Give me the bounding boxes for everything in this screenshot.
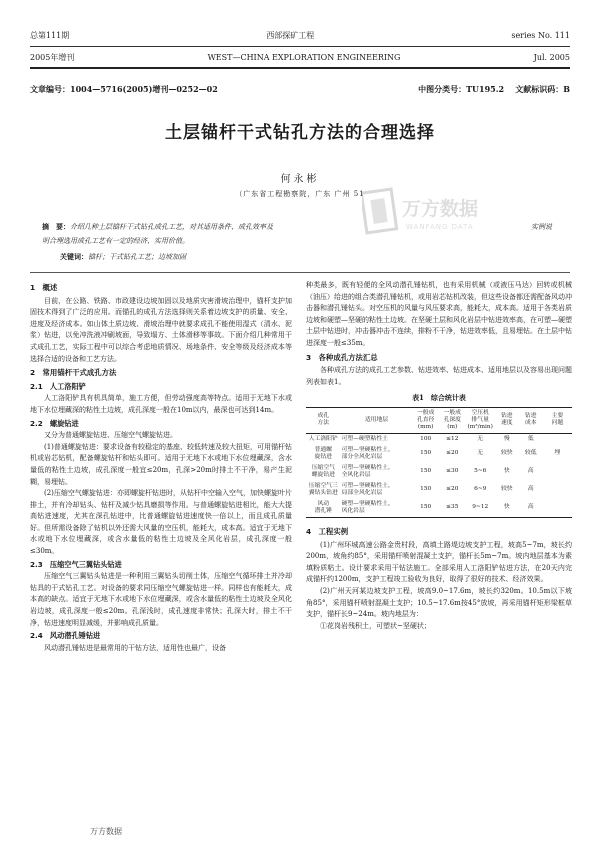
abstract-separator bbox=[30, 272, 570, 273]
journal-header bbox=[30, 30, 570, 41]
section-1-title: 1 概述 bbox=[30, 283, 58, 292]
table-title: 表1 综合统计表 bbox=[412, 393, 466, 403]
table-row bbox=[306, 499, 572, 518]
table-cell: ≤20 bbox=[446, 450, 459, 457]
paragraph: 各种成孔方法的成孔工艺参数、钻进效率、钻进成本、适用地层以及容易出现问题列表如表1。 bbox=[306, 366, 572, 386]
table-cell: 高 bbox=[519, 499, 543, 518]
table-row bbox=[306, 445, 572, 463]
table-cell: 高 bbox=[527, 468, 534, 475]
table-row bbox=[306, 481, 572, 499]
right-column bbox=[306, 280, 572, 632]
paragraph: 又分为普通螺旋钻进、压缩空气螺旋钻进。 bbox=[44, 431, 177, 440]
author-name: 何永彬 bbox=[280, 174, 320, 185]
table-cell: 6~9 bbox=[474, 486, 487, 493]
table-cell: 低 bbox=[527, 435, 534, 442]
section-2-title: 2 常用锚杆干式成孔方法 bbox=[30, 368, 117, 378]
paragraph: (1)普通螺旋钻进：要求设备有较稳定的基座、较低转速及较大扭矩，可用锚杆钻机或岩芯钻机，配备螺旋钻杆和钻头即可。适用于无地下水或地下水位埋藏深，含水量低的粘性土边坡，成孔深度一般宜≤20m，孔深>20m时排土不干净，易产生泥糊，易埋钻。 bbox=[30, 442, 292, 486]
table-cell: 慢 bbox=[503, 435, 510, 442]
document-code: 文献标识码：B bbox=[515, 84, 570, 94]
article-meta bbox=[30, 84, 570, 95]
table-header-cell: 钻进 速度 bbox=[495, 407, 519, 433]
section-2-2-title: 2.2 螺旋钻进 bbox=[30, 418, 79, 428]
abstract-text-right: 实例说 bbox=[531, 223, 552, 231]
article-number: 文章编号：1004—5716(2005)增刊—0252—02 bbox=[30, 84, 218, 94]
table-header-row bbox=[306, 407, 572, 433]
header-bottom-rule bbox=[30, 67, 570, 69]
table-cell: 可塑—坚硬粘性土， 局部全风化岩层 bbox=[341, 482, 394, 496]
table-cell: 压缩空气 螺旋钻进 bbox=[311, 464, 335, 478]
section-4-title: 4 工程实例 bbox=[306, 526, 349, 536]
table-cell: ≤12 bbox=[446, 435, 459, 442]
table-cell bbox=[543, 481, 572, 499]
header-divider bbox=[30, 46, 570, 47]
table-header-cell: 一般成 孔深度 (m) bbox=[439, 407, 466, 433]
paragraph: 目前，在公路、铁路、市政建设边坡加固以及地质灾害滑坡治理中，锚杆支护加固技术得到了广泛的应用。而锚孔的成孔方法选择则关系着边坡支护的质量、安全、进度及经济成本。如山体土质边坡、滑坡治理中就要求成孔不能使用湿式（清水、泥浆）钻进，以免冲洗液冲刷坡面，导致塌方、土体滑移等事故。下面介绍几种常用干式成孔工艺，实际工程中可以综合考虑地质情况、场地条件、安全等级及经济成本等选择合适的设备和工艺方法。 bbox=[30, 296, 292, 363]
paragraph: (2)压缩空气螺旋钻进：亦即螺旋杆钻进时，从钻杆中空输入空气，加快螺旋叶片排土，并有冷却钻头、钻杆及减少钻具磨损等作用。与普通螺旋钻进相比，能大大提高钻进速度，尤其在深孔钻进中，比普通螺旋钻进速度快一倍以上，而且成孔质量好。但所需设备除了钻机以外还需大风量的空压机，能耗大，成本高。适宜于无地下水或地下水位埋藏深，或含水量低的粘性土边坡及全风化岩层，成孔深度一般≤30m。 bbox=[30, 489, 292, 556]
table-cell: 风动 潜孔锤 bbox=[306, 499, 341, 518]
keywords bbox=[60, 252, 552, 262]
paragraph: 压缩空气三翼钻头钻进是一种利用三翼钻头切削土体，压缩空气循环排土并冷却钻具的干式钻孔工艺。对设备的要求同压缩空气螺旋钻进一样。同样也有能耗大，成本高的缺点。适宜于无地下水或地下水位埋藏深，或含水量低的粘性土边坡及全风化岩边坡，成孔深度一般≤20m。孔深浅时，成孔速度非常快；孔深大时，排土不干净，钻进速度明显减缓，并影响成孔质量。 bbox=[30, 572, 292, 627]
table-header-cell: 适用地层 bbox=[341, 407, 413, 433]
table-row bbox=[306, 463, 572, 481]
issue-number: 总第111期 bbox=[30, 31, 70, 40]
table-cell: 人工洛阳铲 bbox=[308, 435, 338, 442]
table-cell: 可塑—坚硬粘性土， 部分全风化岩层 bbox=[341, 446, 394, 460]
table-header-cell: 空压机 排气量 (m³/min) bbox=[466, 407, 495, 433]
paragraph: (2)广州天河某边坡支护工程，坡高9.0~17.6m，坡长约320m。10.5m以下坡角85°，采用锚杆喷射混凝土支护；10.5~17.6m按45°放坡，再采用锚杆矩形梁框草支护，锚杆长9~24m。坡内地层为： bbox=[306, 586, 572, 619]
summary-table bbox=[306, 407, 572, 518]
table-header-cell: 成孔 方法 bbox=[306, 407, 341, 433]
paragraph: 风动潜孔锤钻进是最常用的干钻方法，适用性也最广，设备 bbox=[44, 643, 226, 652]
abstract bbox=[42, 220, 552, 248]
table-cell: ≤30 bbox=[446, 468, 459, 475]
table-cell: ≤20 bbox=[446, 486, 459, 493]
table-cell: 快 bbox=[495, 499, 519, 518]
table-cell: 100 bbox=[420, 435, 432, 442]
table-header-cell: 一般成 孔直径 (mm) bbox=[412, 407, 439, 433]
issue-year: 2005年增刊 bbox=[30, 53, 75, 62]
table-cell: 较低 bbox=[524, 450, 537, 457]
abstract-text-line2: 明合理选用成孔工艺有一定的经济、实用价值。 bbox=[42, 237, 189, 245]
table-cell: 快 bbox=[503, 468, 510, 475]
section-2-1-title: 2.1 人工洛阳铲 bbox=[30, 381, 86, 391]
table-cell: 高 bbox=[527, 486, 534, 493]
table-cell bbox=[543, 433, 572, 445]
table-cell: 150 bbox=[420, 468, 432, 475]
section-2-4-title: 2.4 风动潜孔锤钻进 bbox=[30, 631, 101, 641]
watermark-text-en: WANFANG DATA bbox=[406, 223, 474, 231]
issue-date: Jul. 2005 bbox=[533, 53, 570, 62]
author-affiliation: （广东省工程勘察院，广东 广州 51 bbox=[235, 190, 365, 198]
section-3-title: 3 各种成孔方法汇总 bbox=[306, 352, 378, 362]
section-2-3-title: 2.3 压缩空气三翼钻头钻进 bbox=[30, 559, 122, 569]
table-cell: ≤35 bbox=[439, 499, 466, 518]
keywords-text: 锚杆；干式钻孔工艺；边坡加固 bbox=[88, 253, 186, 261]
table-cell: 普通螺 旋钻进 bbox=[314, 446, 332, 460]
journal-title-en: WEST—CHINA EXPLORATION ENGINEERING bbox=[207, 53, 401, 62]
paragraph: 人工洛阳铲具有机具简单，施工方便，但劳动强度高等特点。适用于无地下水或地下水位埋藏深的粘性土边坡，成孔深度一般在10m以内，最深也可达到14m。 bbox=[30, 394, 292, 414]
table-cell: 可塑—硬塑粘性土 bbox=[341, 435, 388, 442]
series-number: series No. 111 bbox=[511, 31, 570, 40]
journal-subheader bbox=[30, 52, 570, 63]
table-cell: 压缩空气三 翼钻头钻进 bbox=[308, 482, 338, 496]
table-cell: 150 bbox=[420, 450, 432, 457]
table-cell: 硬塑—坚硬粘性土， 风化岩层 bbox=[341, 499, 413, 518]
table-header-cell: 钻进 成本 bbox=[519, 407, 543, 433]
keywords-label: 关键词： bbox=[60, 252, 88, 261]
table-cell: 150 bbox=[420, 486, 432, 493]
left-column bbox=[30, 280, 292, 654]
table-cell: 埋 bbox=[554, 450, 561, 457]
table-cell: 可塑—坚硬粘性土， 全风化岩层 bbox=[341, 464, 394, 478]
table-row bbox=[306, 433, 572, 445]
footer-source: 万方数据 bbox=[90, 827, 122, 836]
table-cell: 较快 bbox=[500, 450, 513, 457]
table-cell: 9~12 bbox=[466, 499, 495, 518]
paragraph: 种类最多，既有轻便的全风动潜孔锤钻机，也有采用机械（或液压马达）回转或机械（油压）给进的组合类潜孔锤钻机，或用岩芯钻机改装，但这些设备都还需配备风动冲击器和潜孔锤钻头。对空压机的风量与风压要求高，能耗大，成本高。适用于各类岩质边坡和硬塑—坚硬的粘性土边坡。在坚硬土层和风化岩层中钻进效率高，在可塑—硬塑土层中钻进时，冲击器冲击不连续，排粉不干净，钻进效率低，且易埋钻。在土层中钻进深度一般≤35m。 bbox=[306, 281, 572, 347]
table-cell: 无 bbox=[477, 450, 484, 457]
paragraph: (1)广州环城高速公路金贵村段，高填土路堤边坡支护工程，坡高5~7m，坡长约200m，坡角约85°，采用锚杆喷射混凝土支护，锚杆长5m~7m。坡内地层基本为素填粉质粘土。设计要求采用干钻法施工。全部采用人工洛阳铲钻进方法，在20天内完成锚杆约1200m，支护工程竣工验收为良好，取得了很好的技术、经济效果。 bbox=[306, 540, 572, 584]
classification-number: 中图分类号：TU195.2 bbox=[418, 84, 505, 94]
table-header-cell: 主要 问题 bbox=[543, 407, 572, 433]
abstract-text: 介绍几种土层锚杆干式钻孔成孔工艺，对其适用条件、成孔效率及 bbox=[70, 223, 273, 231]
abstract-label: 摘 要： bbox=[42, 222, 70, 231]
watermark-text-cn: 万方数据 bbox=[402, 198, 479, 220]
table-cell: 较快 bbox=[500, 486, 513, 493]
table-cell: 5~6 bbox=[474, 468, 487, 475]
paragraph: ①花岗岩残积土，可塑状~坚硬状； bbox=[320, 621, 431, 630]
table-cell: 150 bbox=[412, 499, 439, 518]
paper-title: 土层锚杆干式钻孔方法的合理选择 bbox=[165, 123, 435, 143]
journal-title-cn: 西部探矿工程 bbox=[266, 31, 315, 40]
table-cell bbox=[543, 463, 572, 481]
table-cell: 无 bbox=[477, 435, 484, 442]
table-cell bbox=[543, 499, 572, 518]
